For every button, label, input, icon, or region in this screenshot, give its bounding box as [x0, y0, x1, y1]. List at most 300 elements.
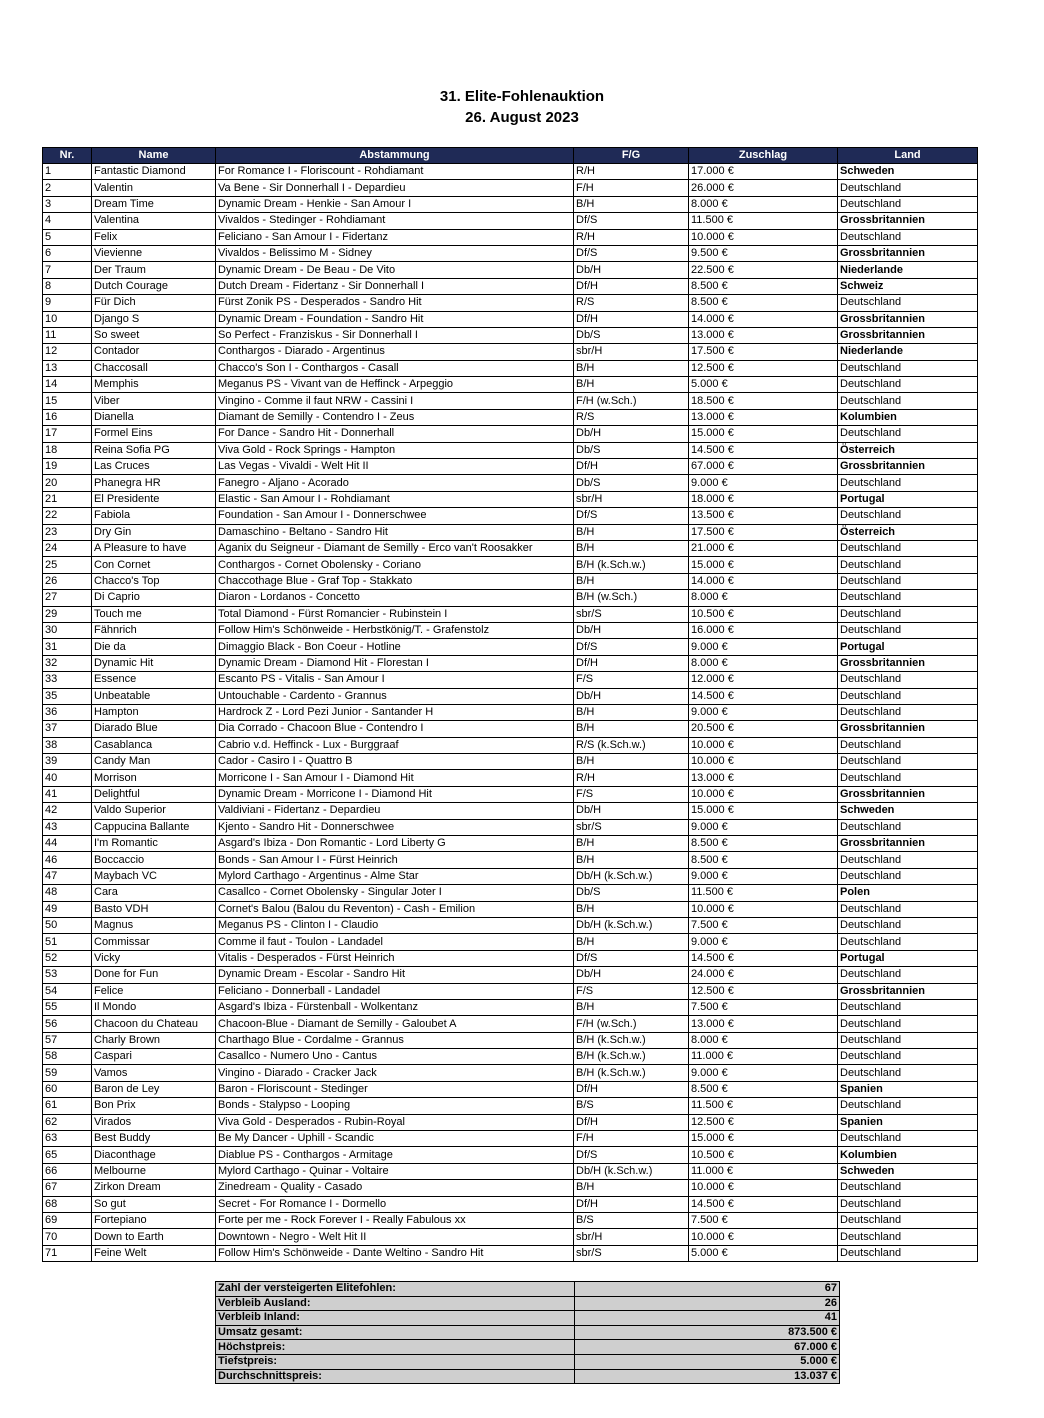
cell-land: Deutschland: [838, 229, 978, 245]
table-row: [43, 1016, 978, 1032]
cell-name: So sweet: [92, 327, 216, 343]
cell-nr: 48: [43, 885, 92, 901]
cell-land: Deutschland: [838, 770, 978, 786]
cell-zuschlag: 24.000 €: [689, 967, 838, 983]
cell-name: Commissar: [92, 934, 216, 950]
cell-abstammung: Total Diamond - Fürst Romancier - Rubinstein I: [216, 606, 574, 622]
cell-abstammung: Diamant de Semilly - Contendro I - Zeus: [216, 409, 574, 425]
cell-zuschlag: 8.000 €: [689, 1032, 838, 1048]
cell-land: Polen: [838, 885, 978, 901]
cell-fg: Df/S: [574, 639, 689, 655]
summary-value: 13.037 €: [575, 1369, 840, 1384]
cell-name: Maybach VC: [92, 868, 216, 884]
cell-nr: 44: [43, 836, 92, 852]
table-row: [43, 426, 978, 442]
table-row: [43, 1163, 978, 1179]
cell-name: Virados: [92, 1114, 216, 1130]
table-row: [43, 639, 978, 655]
cell-zuschlag: 10.500 €: [689, 606, 838, 622]
cell-fg: Db/S: [574, 475, 689, 491]
cell-name: I'm Romantic: [92, 836, 216, 852]
cell-name: Candy Man: [92, 754, 216, 770]
cell-abstammung: For Romance I - Floriscount - Rohdiamant: [216, 164, 574, 180]
page-title: 31. Elite-Fohlenauktion: [439, 88, 605, 105]
cell-nr: 14: [43, 377, 92, 393]
cell-nr: 46: [43, 852, 92, 868]
cell-zuschlag: 13.000 €: [689, 327, 838, 343]
cell-land: Grossbritannien: [838, 721, 978, 737]
cell-name: Valdo Superior: [92, 803, 216, 819]
summary-label: Tiefstpreis:: [216, 1354, 575, 1369]
cell-nr: 32: [43, 655, 92, 671]
cell-land: Grossbritannien: [838, 213, 978, 229]
cell-nr: 56: [43, 1016, 92, 1032]
cell-abstammung: Fürst Zonik PS - Desperados - Sandro Hit: [216, 295, 574, 311]
cell-nr: 61: [43, 1098, 92, 1114]
table-row: [43, 327, 978, 343]
cell-abstammung: Baron - Floriscount - Stedinger: [216, 1081, 574, 1097]
table-header-row: [43, 148, 978, 164]
summary-row: [216, 1325, 840, 1340]
cell-land: Kolumbien: [838, 409, 978, 425]
cell-abstammung: Fanegro - Aljano - Acorado: [216, 475, 574, 491]
cell-abstammung: Las Vegas - Vivaldi - Welt Hit II: [216, 459, 574, 475]
cell-fg: B/H: [574, 836, 689, 852]
table-row: [43, 1180, 978, 1196]
column-header-name: Name: [92, 148, 216, 164]
cell-name: El Presidente: [92, 491, 216, 507]
table-row: [43, 1032, 978, 1048]
cell-nr: 37: [43, 721, 92, 737]
cell-name: Valentina: [92, 213, 216, 229]
table-row: [43, 295, 978, 311]
cell-fg: B/H: [574, 721, 689, 737]
cell-zuschlag: 14.500 €: [689, 442, 838, 458]
cell-abstammung: Asgard's Ibiza - Don Romantic - Lord Liberty G: [216, 836, 574, 852]
cell-name: Vievienne: [92, 245, 216, 261]
cell-fg: B/H (k.Sch.w.): [574, 1032, 689, 1048]
cell-abstammung: Be My Dancer - Uphill - Scandic: [216, 1131, 574, 1147]
cell-name: Casablanca: [92, 737, 216, 753]
cell-fg: Db/S: [574, 327, 689, 343]
table-row: [43, 590, 978, 606]
cell-nr: 31: [43, 639, 92, 655]
cell-fg: sbr/S: [574, 1245, 689, 1261]
summary-value: 26: [575, 1296, 840, 1311]
table-row: [43, 1098, 978, 1114]
cell-zuschlag: 7.500 €: [689, 1213, 838, 1229]
cell-nr: 67: [43, 1180, 92, 1196]
cell-land: Spanien: [838, 1114, 978, 1130]
table-row: [43, 1081, 978, 1097]
cell-name: Chacoon du Chateau: [92, 1016, 216, 1032]
cell-abstammung: Cornet's Balou (Balou du Reventon) - Cash - Emilion: [216, 901, 574, 917]
cell-name: Cara: [92, 885, 216, 901]
cell-abstammung: Dimaggio Black - Bon Coeur - Hotline: [216, 639, 574, 655]
cell-zuschlag: 5.000 €: [689, 1245, 838, 1261]
cell-land: Deutschland: [838, 590, 978, 606]
summary-label: Zahl der versteigerten Elitefohlen:: [216, 1282, 575, 1297]
cell-nr: 54: [43, 983, 92, 999]
cell-fg: Db/H (k.Sch.w.): [574, 1163, 689, 1179]
cell-abstammung: Untouchable - Cardento - Grannus: [216, 688, 574, 704]
table-row: [43, 229, 978, 245]
table-row: [43, 786, 978, 802]
cell-name: Chaccosall: [92, 360, 216, 376]
cell-fg: Db/H (k.Sch.w.): [574, 917, 689, 933]
cell-name: Contador: [92, 344, 216, 360]
cell-name: Die da: [92, 639, 216, 655]
cell-zuschlag: 14.500 €: [689, 688, 838, 704]
summary-value: 5.000 €: [575, 1354, 840, 1369]
cell-zuschlag: 18.000 €: [689, 491, 838, 507]
cell-zuschlag: 14.000 €: [689, 573, 838, 589]
cell-zuschlag: 12.500 €: [689, 1114, 838, 1130]
cell-land: Deutschland: [838, 754, 978, 770]
table-row: [43, 999, 978, 1015]
auction-date: 26. August 2023: [465, 109, 579, 126]
summary-value: 41: [575, 1311, 840, 1326]
table-row: [43, 311, 978, 327]
cell-land: Deutschland: [838, 901, 978, 917]
cell-land: Deutschland: [838, 1065, 978, 1081]
summary-row: [216, 1311, 840, 1326]
cell-zuschlag: 9.000 €: [689, 819, 838, 835]
cell-abstammung: Dia Corrado - Chacoon Blue - Contendro I: [216, 721, 574, 737]
cell-zuschlag: 9.000 €: [689, 475, 838, 491]
table-row: [43, 917, 978, 933]
cell-name: Cappucina Ballante: [92, 819, 216, 835]
cell-fg: B/H: [574, 360, 689, 376]
table-row: [43, 524, 978, 540]
cell-nr: 22: [43, 508, 92, 524]
table-row: [43, 770, 978, 786]
table-row: [43, 704, 978, 720]
summary-label: Durchschnittspreis:: [216, 1369, 575, 1384]
cell-name: Charly Brown: [92, 1032, 216, 1048]
cell-name: Feine Welt: [92, 1245, 216, 1261]
cell-land: Grossbritannien: [838, 459, 978, 475]
summary-label: Verbleib Ausland:: [216, 1296, 575, 1311]
cell-land: Deutschland: [838, 868, 978, 884]
table-row: [43, 1229, 978, 1245]
cell-zuschlag: 9.000 €: [689, 1065, 838, 1081]
summary-body: [216, 1282, 840, 1384]
cell-fg: R/H: [574, 770, 689, 786]
cell-name: Fabiola: [92, 508, 216, 524]
cell-nr: 11: [43, 327, 92, 343]
cell-fg: B/H: [574, 999, 689, 1015]
summary-label: Höchstpreis:: [216, 1340, 575, 1355]
table-row: [43, 606, 978, 622]
cell-land: Deutschland: [838, 295, 978, 311]
cell-fg: B/H (k.Sch.w.): [574, 1049, 689, 1065]
cell-fg: R/H: [574, 229, 689, 245]
cell-zuschlag: 16.000 €: [689, 622, 838, 638]
cell-zuschlag: 11.500 €: [689, 885, 838, 901]
cell-zuschlag: 8.500 €: [689, 852, 838, 868]
cell-abstammung: Casallco - Cornet Obolensky - Singular Joter I: [216, 885, 574, 901]
cell-nr: 65: [43, 1147, 92, 1163]
cell-fg: B/H: [574, 704, 689, 720]
cell-name: Dynamic Hit: [92, 655, 216, 671]
summary-label: Verbleib Inland:: [216, 1311, 575, 1326]
cell-fg: B/H (k.Sch.w.): [574, 1065, 689, 1081]
table-row: [43, 754, 978, 770]
cell-fg: R/S (k.Sch.w.): [574, 737, 689, 753]
cell-land: Deutschland: [838, 967, 978, 983]
cell-nr: 30: [43, 622, 92, 638]
cell-name: Diaconthage: [92, 1147, 216, 1163]
cell-zuschlag: 10.500 €: [689, 1147, 838, 1163]
cell-land: Portugal: [838, 639, 978, 655]
cell-fg: F/H (w.Sch.): [574, 1016, 689, 1032]
table-row: [43, 901, 978, 917]
cell-abstammung: Viva Gold - Rock Springs - Hampton: [216, 442, 574, 458]
table-row: [43, 491, 978, 507]
cell-name: Down to Earth: [92, 1229, 216, 1245]
cell-name: Essence: [92, 672, 216, 688]
cell-fg: R/H: [574, 164, 689, 180]
cell-fg: Df/H: [574, 655, 689, 671]
cell-fg: sbr/H: [574, 344, 689, 360]
cell-abstammung: Valdiviani - Fidertanz - Depardieu: [216, 803, 574, 819]
column-header-nr: Nr.: [43, 148, 92, 164]
cell-nr: 19: [43, 459, 92, 475]
cell-land: Deutschland: [838, 1196, 978, 1212]
cell-abstammung: For Dance - Sandro Hit - Donnerhall: [216, 426, 574, 442]
cell-abstammung: Diablue PS - Conthargos - Armitage: [216, 1147, 574, 1163]
cell-zuschlag: 14.000 €: [689, 311, 838, 327]
cell-abstammung: Cador - Casiro I - Quattro B: [216, 754, 574, 770]
cell-fg: Db/H (k.Sch.w.): [574, 868, 689, 884]
cell-name: Vicky: [92, 950, 216, 966]
summary-row: [216, 1369, 840, 1384]
cell-name: Dianella: [92, 409, 216, 425]
cell-zuschlag: 9.500 €: [689, 245, 838, 261]
cell-fg: Df/H: [574, 1114, 689, 1130]
cell-fg: Df/S: [574, 245, 689, 261]
cell-fg: B/H: [574, 540, 689, 556]
cell-land: Deutschland: [838, 1180, 978, 1196]
table-body: [43, 164, 978, 1262]
cell-name: Boccaccio: [92, 852, 216, 868]
cell-land: Deutschland: [838, 1098, 978, 1114]
cell-name: Fähnrich: [92, 622, 216, 638]
cell-nr: 1: [43, 164, 92, 180]
cell-name: Django S: [92, 311, 216, 327]
summary-label: Umsatz gesamt:: [216, 1325, 575, 1340]
cell-land: Deutschland: [838, 426, 978, 442]
cell-abstammung: Hardrock Z - Lord Pezi Junior - Santander H: [216, 704, 574, 720]
cell-fg: Db/S: [574, 885, 689, 901]
cell-land: Deutschland: [838, 1245, 978, 1261]
cell-land: Deutschland: [838, 557, 978, 573]
cell-name: Chacco's Top: [92, 573, 216, 589]
cell-zuschlag: 7.500 €: [689, 999, 838, 1015]
cell-fg: F/S: [574, 983, 689, 999]
table-row: [43, 737, 978, 753]
cell-abstammung: Damaschino - Beltano - Sandro Hit: [216, 524, 574, 540]
cell-abstammung: So Perfect - Franziskus - Sir Donnerhall I: [216, 327, 574, 343]
cell-fg: sbr/S: [574, 606, 689, 622]
table-row: [43, 1147, 978, 1163]
cell-fg: B/H: [574, 524, 689, 540]
cell-abstammung: Comme il faut - Toulon - Landadel: [216, 934, 574, 950]
cell-fg: R/S: [574, 295, 689, 311]
cell-zuschlag: 9.000 €: [689, 704, 838, 720]
cell-nr: 5: [43, 229, 92, 245]
cell-fg: B/H: [574, 901, 689, 917]
cell-land: Deutschland: [838, 622, 978, 638]
table-row: [43, 967, 978, 983]
cell-fg: F/S: [574, 672, 689, 688]
table-row: [43, 934, 978, 950]
table-row: [43, 983, 978, 999]
cell-abstammung: Casallco - Numero Uno - Cantus: [216, 1049, 574, 1065]
cell-abstammung: Chacco's Son I - Conthargos - Casall: [216, 360, 574, 376]
cell-nr: 16: [43, 409, 92, 425]
cell-fg: B/H (k.Sch.w.): [574, 557, 689, 573]
cell-zuschlag: 9.000 €: [689, 934, 838, 950]
cell-abstammung: Diaron - Lordanos - Concetto: [216, 590, 574, 606]
cell-land: Deutschland: [838, 934, 978, 950]
cell-zuschlag: 11.500 €: [689, 1098, 838, 1114]
cell-nr: 27: [43, 590, 92, 606]
cell-nr: 38: [43, 737, 92, 753]
cell-zuschlag: 12.500 €: [689, 360, 838, 376]
cell-zuschlag: 9.000 €: [689, 639, 838, 655]
cell-abstammung: Vingino - Diarado - Cracker Jack: [216, 1065, 574, 1081]
cell-land: Portugal: [838, 491, 978, 507]
cell-fg: F/H: [574, 1131, 689, 1147]
cell-fg: Df/S: [574, 1147, 689, 1163]
cell-fg: Df/H: [574, 1196, 689, 1212]
cell-nr: 10: [43, 311, 92, 327]
cell-zuschlag: 13.000 €: [689, 1016, 838, 1032]
cell-abstammung: Mylord Carthago - Argentinus - Alme Star: [216, 868, 574, 884]
cell-zuschlag: 17.000 €: [689, 164, 838, 180]
cell-name: Il Mondo: [92, 999, 216, 1015]
cell-abstammung: Follow Him's Schönweide - Dante Weltino - Sandro Hit: [216, 1245, 574, 1261]
cell-nr: 21: [43, 491, 92, 507]
cell-abstammung: Va Bene - Sir Donnerhall I - Depardieu: [216, 180, 574, 196]
cell-name: Dream Time: [92, 196, 216, 212]
table-row: [43, 557, 978, 573]
cell-land: Deutschland: [838, 1229, 978, 1245]
cell-land: Kolumbien: [838, 1147, 978, 1163]
cell-abstammung: Dynamic Dream - Morricone I - Diamond Hit: [216, 786, 574, 802]
cell-name: So gut: [92, 1196, 216, 1212]
table-row: [43, 213, 978, 229]
cell-nr: 8: [43, 278, 92, 294]
cell-nr: 29: [43, 606, 92, 622]
cell-zuschlag: 10.000 €: [689, 786, 838, 802]
cell-nr: 50: [43, 917, 92, 933]
cell-nr: 15: [43, 393, 92, 409]
cell-fg: Db/H: [574, 426, 689, 442]
cell-land: Deutschland: [838, 475, 978, 491]
cell-zuschlag: 11.000 €: [689, 1163, 838, 1179]
cell-fg: B/H: [574, 573, 689, 589]
cell-fg: B/H: [574, 754, 689, 770]
cell-zuschlag: 8.000 €: [689, 590, 838, 606]
cell-nr: 40: [43, 770, 92, 786]
cell-nr: 7: [43, 262, 92, 278]
cell-zuschlag: 7.500 €: [689, 917, 838, 933]
table-row: [43, 803, 978, 819]
summary-row: [216, 1282, 840, 1297]
cell-abstammung: Conthargos - Diarado - Argentinus: [216, 344, 574, 360]
cell-nr: 12: [43, 344, 92, 360]
cell-zuschlag: 11.000 €: [689, 1049, 838, 1065]
cell-nr: 36: [43, 704, 92, 720]
cell-abstammung: Vingino - Comme il faut NRW - Cassini I: [216, 393, 574, 409]
summary-row: [216, 1296, 840, 1311]
cell-land: Schweden: [838, 164, 978, 180]
cell-abstammung: Downtown - Negro - Welt Hit II: [216, 1229, 574, 1245]
cell-fg: Db/H: [574, 622, 689, 638]
table-row: [43, 278, 978, 294]
cell-zuschlag: 12.000 €: [689, 672, 838, 688]
cell-land: Deutschland: [838, 360, 978, 376]
cell-abstammung: Forte per me - Rock Forever I - Really Fabulous xx: [216, 1213, 574, 1229]
cell-abstammung: Meganus PS - Clinton I - Claudio: [216, 917, 574, 933]
cell-land: Deutschland: [838, 917, 978, 933]
cell-nr: 59: [43, 1065, 92, 1081]
cell-abstammung: Meganus PS - Vivant van de Heffinck - Arpeggio: [216, 377, 574, 393]
cell-land: Grossbritannien: [838, 983, 978, 999]
table-row: [43, 262, 978, 278]
cell-zuschlag: 8.000 €: [689, 655, 838, 671]
cell-name: Baron de Ley: [92, 1081, 216, 1097]
cell-abstammung: Dutch Dream - Fidertanz - Sir Donnerhall I: [216, 278, 574, 294]
cell-zuschlag: 10.000 €: [689, 1229, 838, 1245]
cell-nr: 26: [43, 573, 92, 589]
cell-name: Basto VDH: [92, 901, 216, 917]
cell-abstammung: Viva Gold - Desperados - Rubin-Royal: [216, 1114, 574, 1130]
cell-name: Di Caprio: [92, 590, 216, 606]
cell-fg: Df/S: [574, 950, 689, 966]
cell-zuschlag: 17.500 €: [689, 524, 838, 540]
table-row: [43, 508, 978, 524]
cell-nr: 35: [43, 688, 92, 704]
cell-abstammung: Dynamic Dream - Escolar - Sandro Hit: [216, 967, 574, 983]
cell-nr: 53: [43, 967, 92, 983]
cell-nr: 33: [43, 672, 92, 688]
cell-nr: 17: [43, 426, 92, 442]
summary-value: 67.000 €: [575, 1340, 840, 1355]
cell-fg: Db/H: [574, 967, 689, 983]
cell-name: Magnus: [92, 917, 216, 933]
cell-zuschlag: 14.500 €: [689, 950, 838, 966]
cell-fg: sbr/H: [574, 491, 689, 507]
table-row: [43, 164, 978, 180]
summary-value: 67: [575, 1282, 840, 1297]
cell-nr: 18: [43, 442, 92, 458]
cell-zuschlag: 15.000 €: [689, 803, 838, 819]
table-row: [43, 622, 978, 638]
table-row: [43, 1196, 978, 1212]
cell-zuschlag: 5.000 €: [689, 377, 838, 393]
cell-zuschlag: 13.000 €: [689, 409, 838, 425]
cell-abstammung: Escanto PS - Vitalis - San Amour I: [216, 672, 574, 688]
cell-abstammung: Charthago Blue - Cordalme - Grannus: [216, 1032, 574, 1048]
cell-abstammung: Bonds - San Amour I - Fürst Heinrich: [216, 852, 574, 868]
cell-nr: 62: [43, 1114, 92, 1130]
table-row: [43, 459, 978, 475]
cell-land: Grossbritannien: [838, 655, 978, 671]
